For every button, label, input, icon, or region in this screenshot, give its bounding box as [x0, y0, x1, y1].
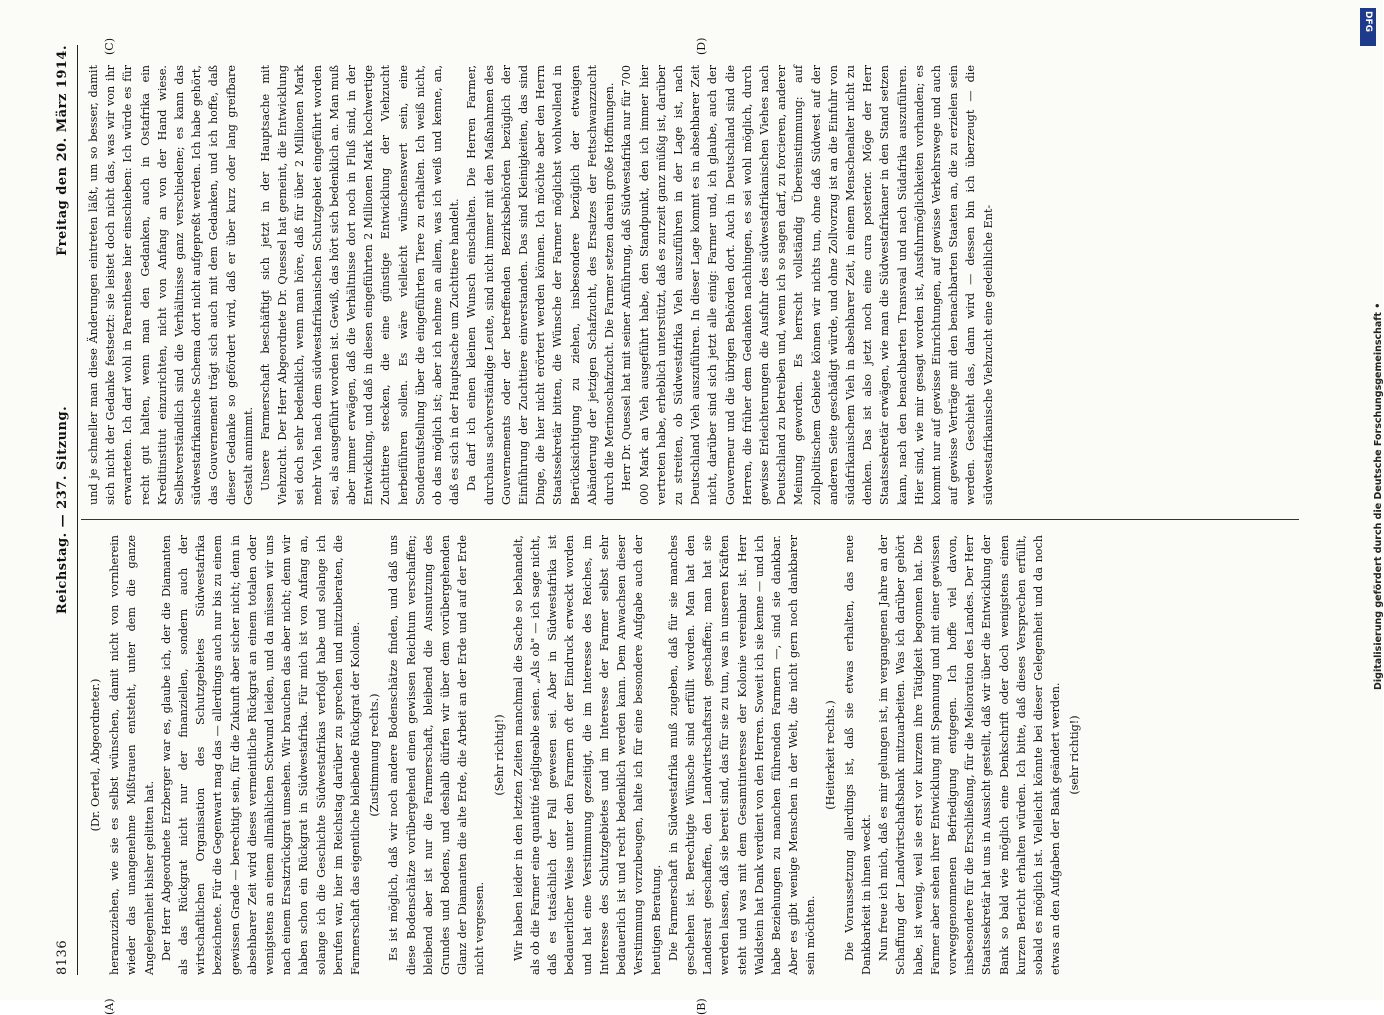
session-date: Freitag den 20. März 1914.: [55, 45, 70, 256]
paragraph: Herr Dr. Quessel hat mit seiner Anführung, daß Südwestafrika nur für 700 000 Mark an Vieh ausgeführt habe, den Standpunkt, den ich immer hier vertreten habe, erheblich unterstützt, daß es zurzeit ganz müßig ist, darüber zu streiten, ob Südwestafrika Vieh auszuführen in der Lage ist, nach Deutschland Vieh auszuführen. In dieser Lage kommt es in absehbarer Zeit nicht, darüber sind sich jetzt alle einig: Farmer und, ich glaube, auch der Gouverneur und die übrigen Behörden dort. Auch in Deutschland sind die Herren, die früher dem Gedanken nachhingen, es sei wohl möglich, durch gewisse Erleichterungen die Ausfuhr des südwestafrikanischen Viehes nach Deutschland zu betreiben und, wenn ich so sagen darf, zu forcieren, anderer Meinung geworden. Es herrscht vollständig Übereinstimmung: auf zollpolitischem Gebiete können wir nichts tun, ohne daß Südwest auf der anderen Seite geschädigt würde, und ohne Zollvorzug ist an die Einfuhr von südafrikanischem Vieh in absehbarer Zeit, in einem Menschenalter nicht zu denken. Das ist also jetzt noch eine cura posterior. Möge der Herr Staatssekretär erwägen, wie man die Südwestafrikaner in den Stand setzen kann, nach den benachbarten Transvaal und nach Südafrika auszuführen. Hier sind, wie mir gesagt worden ist, Ausfuhrmöglichkeiten vorhanden; es kommt nur auf gewisse Einrichtungen, auf gewisse Verkehrswege und auch auf gewisse Verträge mit den benachbarten Staaten an, die zu erzielen sein werden. Geschieht das, dann wird — dessen bin ich überzeugt — die südwestafrikanische Viehzucht eine gedeihliche Ent-: [620, 65, 995, 505]
margin-mark-d: (D): [695, 37, 708, 55]
paragraph: Nun freue ich mich, daß es mir gelungen ist, im vergangenen Jahre an der Schaffung der Landwirtschaftsbank mitzuarbeiten. Was ich darüber gehört habe, ist wenig, weil sie erst vor kurzem ihre Tätigkeit begonnen hat. Die Farmer aber sehen ihrer Entwicklung mit Spannung und mit einer gewissen vorweggenommenen Befriedigung entgegen. Ich hoffe viel davon, insbesondere für die Erschließung, für die Melioration des Landes. Der Herr Staatssekretär hat uns in Aussicht gestellt, daß wir über die Entwicklung der Bank so bald wie möglich eine Denkschrift oder doch wenigstens einen kurzen Bericht erhalten würden. Ich bitte, daß dieses Versprechen erfüllt, sobald es möglich ist. Vielleicht könnte bei dieser Gelegenheit und da noch etwas an den Aufgaben der Bank geändert werden.: [877, 535, 1063, 975]
interjection: (Zustimmung rechts.): [368, 693, 382, 817]
margin-mark-a: (A): [103, 998, 116, 1015]
interjection: (Sehr richtig!): [492, 714, 506, 796]
right-column: [85, 65, 1300, 505]
paragraph: Es ist möglich, daß wir noch andere Bodenschätze finden, und daß uns diese Bodenschätze vorübergehend einen gewissen Reichtum verschaffen; bleibend aber ist nur die Farmerschaft, bleibend die Ausnutzung des Grundes und Bodens, und deshalb dürfen wir über dem vorübergehenden Glanz der Diamanten die alte Erde, die Arbeit an der Erde und auf der Erde nicht vergessen.: [387, 535, 487, 975]
rotated-page-content: [55, 37, 1310, 1015]
margin-mark-b: (B): [695, 998, 708, 1015]
paragraph: Wir haben leider in den letzten Zeiten manchmal die Sache so behandelt, als ob die Farmer eine quantité négligeable seien. „Als ob" — ich sage nicht, daß es tatsächlich der Fall gewesen sei. Aber in Südwestafrika ist bedauerlicher Weise unter den Farmern oft der Eindruck erweckt worden und hat eine Verstimmung gezeitigt, die im Interesse des Reiches, im Interesse des Schutzgebietes und im Interesse der Farmer selbst sehr bedauerlich ist und recht bedenklich werden kann. Dem Anwachsen dieser Verstimmung vorzubeugen, halte ich für eine besondere Aufgabe auch der heutigen Beratung.: [511, 535, 663, 975]
page-number: 8136: [55, 939, 70, 975]
page-header: [55, 45, 77, 975]
paragraph: Unsere Farmerschaft beschäftigt sich jetzt in der Hauptsache mit Viehzucht. Der Herr Abgeordnete Dr. Quessel hat gemeint, die Entwicklung sei doch sehr bedenklich, wenn man höre, daß für über 2 Millionen Mark mehr Vieh nach dem südwestafrikanischen Schutzgebiet eingeführt worden sei, als ausgeführt worden ist. Gewiß, das hört sich bedenklich an. Man muß aber immer erwägen, daß die Verhältnisse dort noch in Fluß sind, in der Entwicklung, und daß in diesen eingeführten 2 Millionen Mark hochwertige Zuchttiere stecken, die eine günstige Entwicklung der Viehzucht herbeiführen sollen. Es wäre vielleicht wünschenswert sein, eine Sonderaufstellung über die eingeführten Tiere zu erhalten. Ich weiß nicht, ob das möglich ist; aber ich nehme an allem, was ich weiß und kenne, an, daß es sich in der Hauptsache um Zuchttiere handelt.: [259, 65, 462, 505]
paragraph: heranzuziehen, wie sie es selbst wünschen, damit nicht von vornherein wieder das unangenehme Mißtrauen entsteht, unter dem die ganze Angelegenheit bisher gelitten hat.: [108, 535, 156, 975]
paragraph: Der Herr Abgeordnete Erzberger war es, glaube ich, der die Diamanten als das Rückgrat nicht nur der finanziellen, sondern auch der wirtschaftlichen Organisation des Schutzgebietes Südwestafrika bezeichnete. Für die Gegenwart mag das — allerdings auch nur bis zu einem gewissen Grade — berechtigt sein, für die Zukunft aber sicher nicht; denn in absehbarer Zeit wird dieses vermeintliche Rückgrat an einem totalen oder wenigstens an einem allmählichen Schwund leiden, und da müssen wir uns nach einem Ersatzrückgrat umsehen. Wir brauchen das aber nicht; denn wir haben schon ein Rückgrat in Südwestafrika. Für mich ist von Anfang an, solange ich die Geschichte Südwestafrikas verfolgt habe und solange ich berufen war, hier im Reichstag darüber zu sprechen und mitzuberaten, die Farmerschaft das eigentliche bleibende Rückgrat der Kolonie.: [159, 535, 363, 975]
interjection: (sehr richtig!): [1068, 715, 1082, 795]
paragraph: Die Voraussetzung allerdings ist, daß sie etwas erhalten, das neue Dankbarkeit in ihnen weckt.: [842, 535, 873, 975]
paragraph: Die Farmerschaft in Südwestafrika muß zugeben, daß für sie manches geschehen ist. Berechtigte Wünsche sind erfüllt worden. Man hat den Landesrat geschaffen, den Landwirtschaftsrat geschaffen; man hat sie werden lassen, daß sie bereit sind, das für sie zu tun, was in unseren Kräften steht und was mit dem Gesamtinteresse der Kolonie vereinbar ist. Herr Waldstein hat Dank verdient von den Herren. Soweit ich sie kenne — und ich habe Beziehungen zu manchen führenden Farmern —, sind sie dankbar. Aber es gibt wenige Menschen in der Welt, die nicht gern noch dankbarer sein möchten.: [666, 535, 818, 975]
speaker-note: (Dr. Oertel, Abgeordneter.): [89, 678, 102, 832]
interjection: (Heiterkeit rechts.): [823, 700, 837, 810]
paragraph: Da darf ich einen kleinen Wunsch einschalten. Die Herren Farmer, durchaus sachverständige Leute, sind nicht immer mit den Maßnahmen des Gouvernements oder der betreffenden Bezirksbehörden bezüglich der Einführung der Zuchttiere einverstanden. Das sind Kleinigkeiten, das sind Dinge, die hier nicht erörtert werden können. Ich möchte aber den Herrn Staatssekretär bitten, die Wünsche der Farmer möglichst wohlwollend in Berücksichtigung zu ziehen, insbesondere bezüglich der etwaigen Abänderung der jetzigen Schafzucht, des Ersatzes der Fettschwanzzucht durch die Merinoschafzucht. Die Farmer setzen darein große Hoffnungen.: [465, 65, 617, 505]
left-column: [85, 535, 1300, 975]
dfg-funding-note: Digitalisierung gefördert durch die Deutsche Forschungsgemeinschaft •: [1373, 302, 1384, 690]
column-divider: [81, 519, 1299, 520]
paragraph: und je schneller man diese Änderungen eintreten läßt, um so besser, damit sich nicht der Gedanke festsetzt: sie leistet doch nicht das, was wir von ihr erwarteten. Ich darf wohl in Parenthese hier einschieben: Ich würde es für recht gut halten, wenn man den Gedanken, auch in Ostafrika ein Kreditinstitut einzurichten, nicht von Anfang an von der Hand wiese. Selbstverständlich sind die Verhältnisse ganz verschiedene; es kann das südwestafrikanische Schema dort nicht aufgepreßt werden. Ich habe gehört, das Gouvernement trägt sich auch mit dem Gedanken, und ich hoffe, daß dieser Gedanke so gefördert wird, daß er über kurz oder lang greifbare Gestalt annimmt.: [87, 65, 255, 505]
dfg-logo: DFG: [1360, 8, 1376, 46]
margin-mark-c: (C): [103, 38, 116, 55]
session-title: Reichstag. — 237. Sitzung.: [55, 405, 70, 615]
header-rule: [77, 45, 78, 975]
